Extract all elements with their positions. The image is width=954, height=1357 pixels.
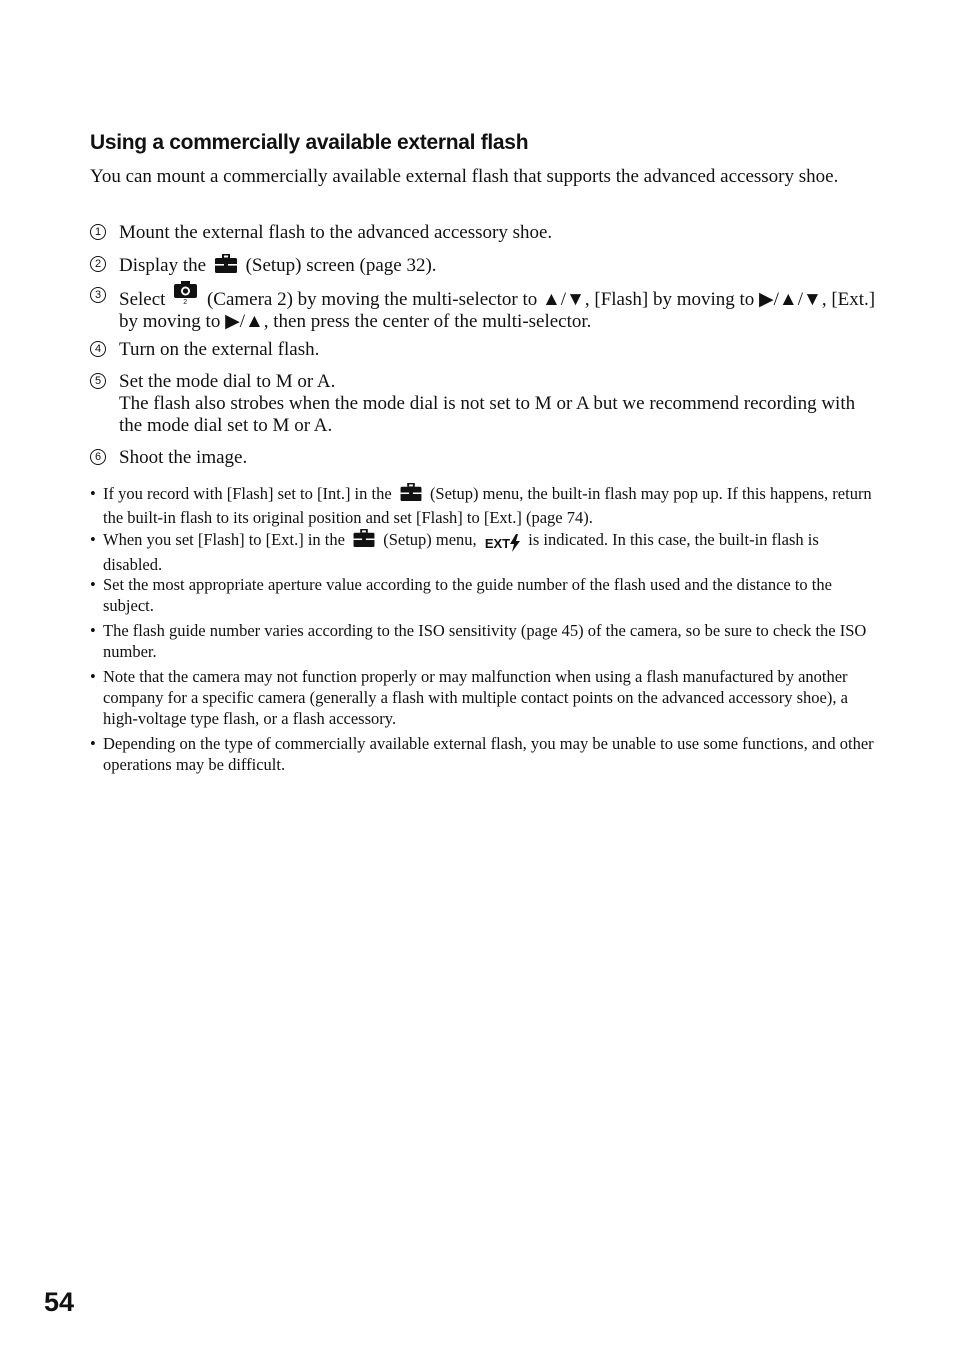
step-number: 2	[90, 256, 106, 272]
note-4	[90, 620, 880, 662]
step-3	[90, 285, 880, 333]
step-number: 5	[90, 373, 106, 389]
bullet: •	[90, 734, 96, 753]
note-text: Depending on the type of commercially available external flash, you may be unable to use some functions, and other operations may be difficult.	[103, 734, 874, 774]
note-3	[90, 574, 880, 616]
ext-flash-indicator	[485, 532, 520, 554]
toolbox-icon	[214, 254, 238, 280]
section-heading: Using a commercially available external flash	[90, 131, 529, 154]
step-number: 1	[90, 224, 106, 240]
note-text: If you record with [Flash] set to [Int.] in the	[103, 484, 392, 503]
step-text: Display the	[119, 255, 207, 276]
note-text: is indicated. In this case, the built-in flash is disabled.	[103, 530, 819, 574]
page-number: 54	[44, 1287, 75, 1317]
step-4	[90, 339, 880, 361]
step-text: Mount the external flash to the advanced accessory shoe.	[119, 222, 553, 243]
step-text: Shoot the image.	[119, 447, 248, 468]
note-text: (Setup) menu,	[383, 530, 477, 549]
step-text: (Setup) screen (page 32).	[245, 255, 437, 276]
note-6	[90, 733, 880, 775]
note-text: When you set [Flash] to [Ext.] in the	[103, 530, 345, 549]
step-6	[90, 447, 880, 469]
step-text: Set the mode dial to M or A.	[119, 371, 336, 392]
step-detail: The flash also strobes when the mode dial is not set to M or A but we recommend recording with the mode dial set to M or A.	[119, 393, 856, 436]
note-text: The flash guide number varies according to the ISO sensitivity (page 45) of the camera, so be sure to check the ISO number.	[103, 621, 867, 661]
flash-bolt-icon	[510, 534, 520, 552]
note-1	[90, 483, 880, 528]
ext-label: EXT	[484, 536, 511, 551]
camera-icon-number: 2	[183, 299, 188, 306]
step-text: (Camera 2) by moving the multi-selector to ▲/▼, [Flash] by moving to ▶/▲/▼, [Ext.] by moving to ▶/▲, then press the center of the multi-selector.	[119, 289, 876, 332]
step-2	[90, 254, 880, 280]
toolbox-icon	[352, 529, 376, 553]
step-1	[90, 222, 880, 244]
note-5	[90, 666, 880, 729]
note-text: Note that the camera may not function properly or may malfunction when using a flash manufactured by another company for a specific camera (generally a flash with multiple contact points on the advanced accessory shoe), a high-voltage type flash, or a flash accessory.	[103, 667, 848, 728]
bullet: •	[90, 621, 96, 640]
step-number: 3	[90, 287, 106, 303]
bullet: •	[90, 530, 96, 549]
step-5	[90, 371, 880, 437]
camera-icon	[173, 285, 199, 309]
step-text: Turn on the external flash.	[119, 339, 320, 360]
step-number: 6	[90, 449, 106, 465]
step-number: 4	[90, 341, 106, 357]
note-text: Set the most appropriate aperture value according to the guide number of the flash used and the distance to the subject.	[103, 575, 832, 615]
intro-paragraph: You can mount a commercially available external flash that supports the advanced accessory shoe.	[90, 166, 839, 187]
step-text: Select	[119, 289, 166, 310]
note-2	[90, 529, 880, 575]
toolbox-icon	[399, 483, 423, 507]
bullet: •	[90, 667, 96, 686]
bullet: •	[90, 484, 96, 503]
bullet: •	[90, 575, 96, 594]
note-text: (Setup) menu, the built-in flash may pop up. If this happens, return the built-in flash to its original position and set [Flash] to [Ext.] (page 74).	[103, 484, 872, 527]
